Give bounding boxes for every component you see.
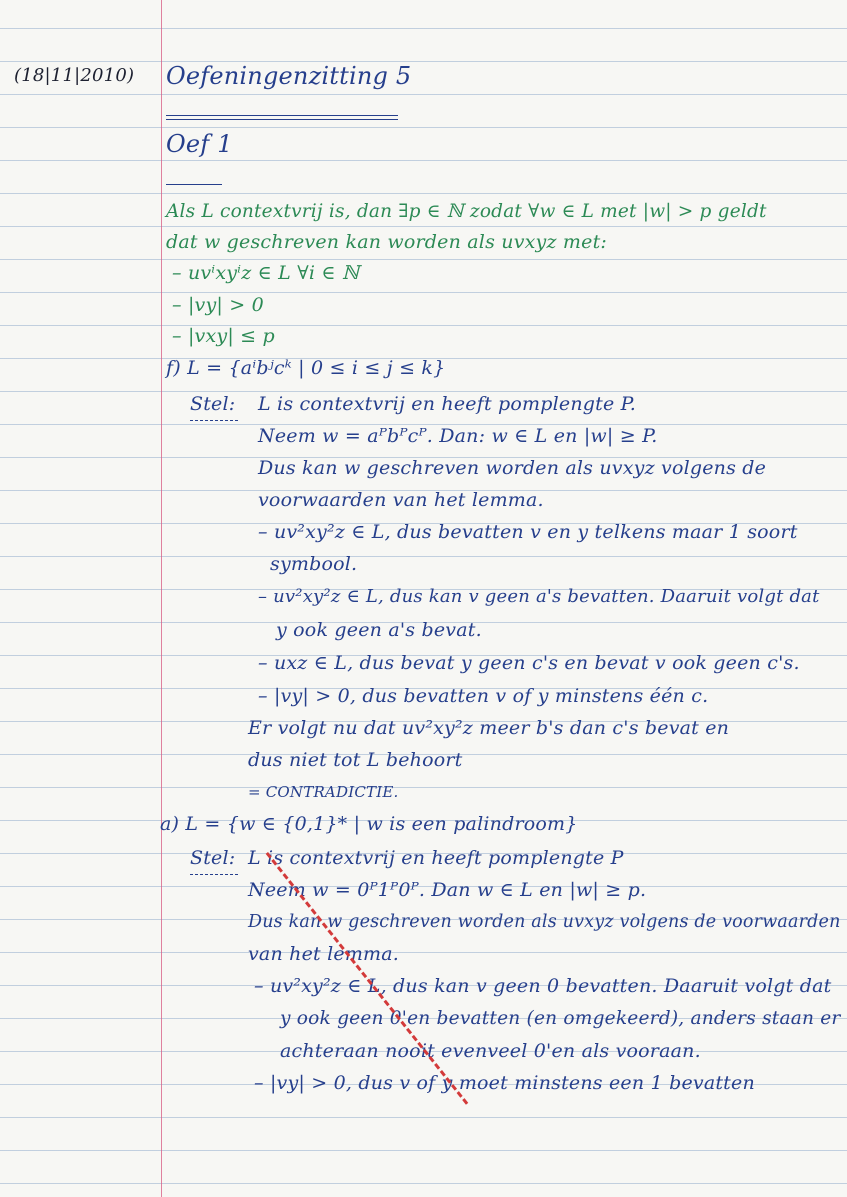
lemma-condition: – |vy| > 0 xyxy=(172,294,264,316)
proof-line: – uxz ∈ L, dus bevat y geen c's en bevat v ook geen c's. xyxy=(258,652,800,674)
proof-line: – uv²xy²z ∈ L, dus bevatten v en y telkens maar 1 soort xyxy=(258,521,798,543)
proof-line: van het lemma. xyxy=(248,943,400,965)
exercise-underline xyxy=(166,184,222,185)
stel-label: Stel: xyxy=(190,847,236,869)
proof-line: Neem w = 0ᴾ1ᴾ0ᴾ. Dan w ∈ L en |w| ≥ p. xyxy=(248,879,647,901)
proof-line: achteraan nooit evenveel 0'en als vooraan. xyxy=(280,1040,701,1062)
contradiction-label: = CONTRADICTIE. xyxy=(248,783,399,801)
stel-underline xyxy=(190,874,238,875)
proof-line: symbool. xyxy=(270,553,358,575)
proof-line: y ook geen a's bevat. xyxy=(276,619,482,641)
proof-line: – uv²xy²z ∈ L, dus kan v geen a's bevatten. Daaruit volgt dat xyxy=(258,586,820,607)
title-underline-2 xyxy=(166,119,398,120)
margin-line xyxy=(161,0,162,1197)
part-f-heading: f) L = {aⁱbʲcᵏ | 0 ≤ i ≤ j ≤ k} xyxy=(166,357,446,379)
proof-line: y ook geen 0'en bevatten (en omgekeerd), anders staan er xyxy=(280,1008,841,1029)
proof-line: – |vy| > 0, dus bevatten v of y minstens één c. xyxy=(258,685,709,707)
proof-line: Neem w = aᴾbᴾcᴾ. Dan: w ∈ L en |w| ≥ P. xyxy=(258,425,658,447)
proof-line: – |vy| > 0, dus v of y moet minstens een 1 bevatten xyxy=(254,1072,755,1094)
date: (18|11|2010) xyxy=(14,65,135,86)
proof-line: dus niet tot L behoort xyxy=(248,749,463,771)
stel-label: Stel: xyxy=(190,393,236,415)
proof-line: L is contextvrij en heeft pomplengte P xyxy=(248,847,624,869)
part-a-heading: a) L = {w ∈ {0,1}* | w is een palindroom} xyxy=(160,813,578,835)
lemma-condition: – uvⁱxyⁱz ∈ L ∀i ∈ ℕ xyxy=(172,262,360,284)
proof-line: – uv²xy²z ∈ L, dus kan v geen 0 bevatten. Daaruit volgt dat xyxy=(254,975,832,997)
stel-underline xyxy=(190,420,238,421)
proof-line: Dus kan w geschreven worden als uvxyz volgens de xyxy=(258,457,767,479)
exercise-label: Oef 1 xyxy=(166,130,233,158)
proof-line: Er volgt nu dat uv²xy²z meer b's dan c's bevat en xyxy=(248,717,730,739)
lemma-condition: – |vxy| ≤ p xyxy=(172,325,275,347)
proof-line: Dus kan w geschreven worden als uvxyz volgens de voorwaarden xyxy=(248,912,841,932)
page-title: Oefeningenzitting 5 xyxy=(166,62,412,90)
lemma-line: dat w geschreven kan worden als uvxyz met: xyxy=(166,231,608,253)
proof-line: L is contextvrij en heeft pomplengte P. xyxy=(258,393,637,415)
proof-line: voorwaarden van het lemma. xyxy=(258,489,544,511)
lemma-line: Als L contextvrij is, dan ∃p ∈ ℕ zodat ∀w ∈ L met |w| > p geldt xyxy=(166,201,767,222)
title-underline xyxy=(166,115,398,116)
